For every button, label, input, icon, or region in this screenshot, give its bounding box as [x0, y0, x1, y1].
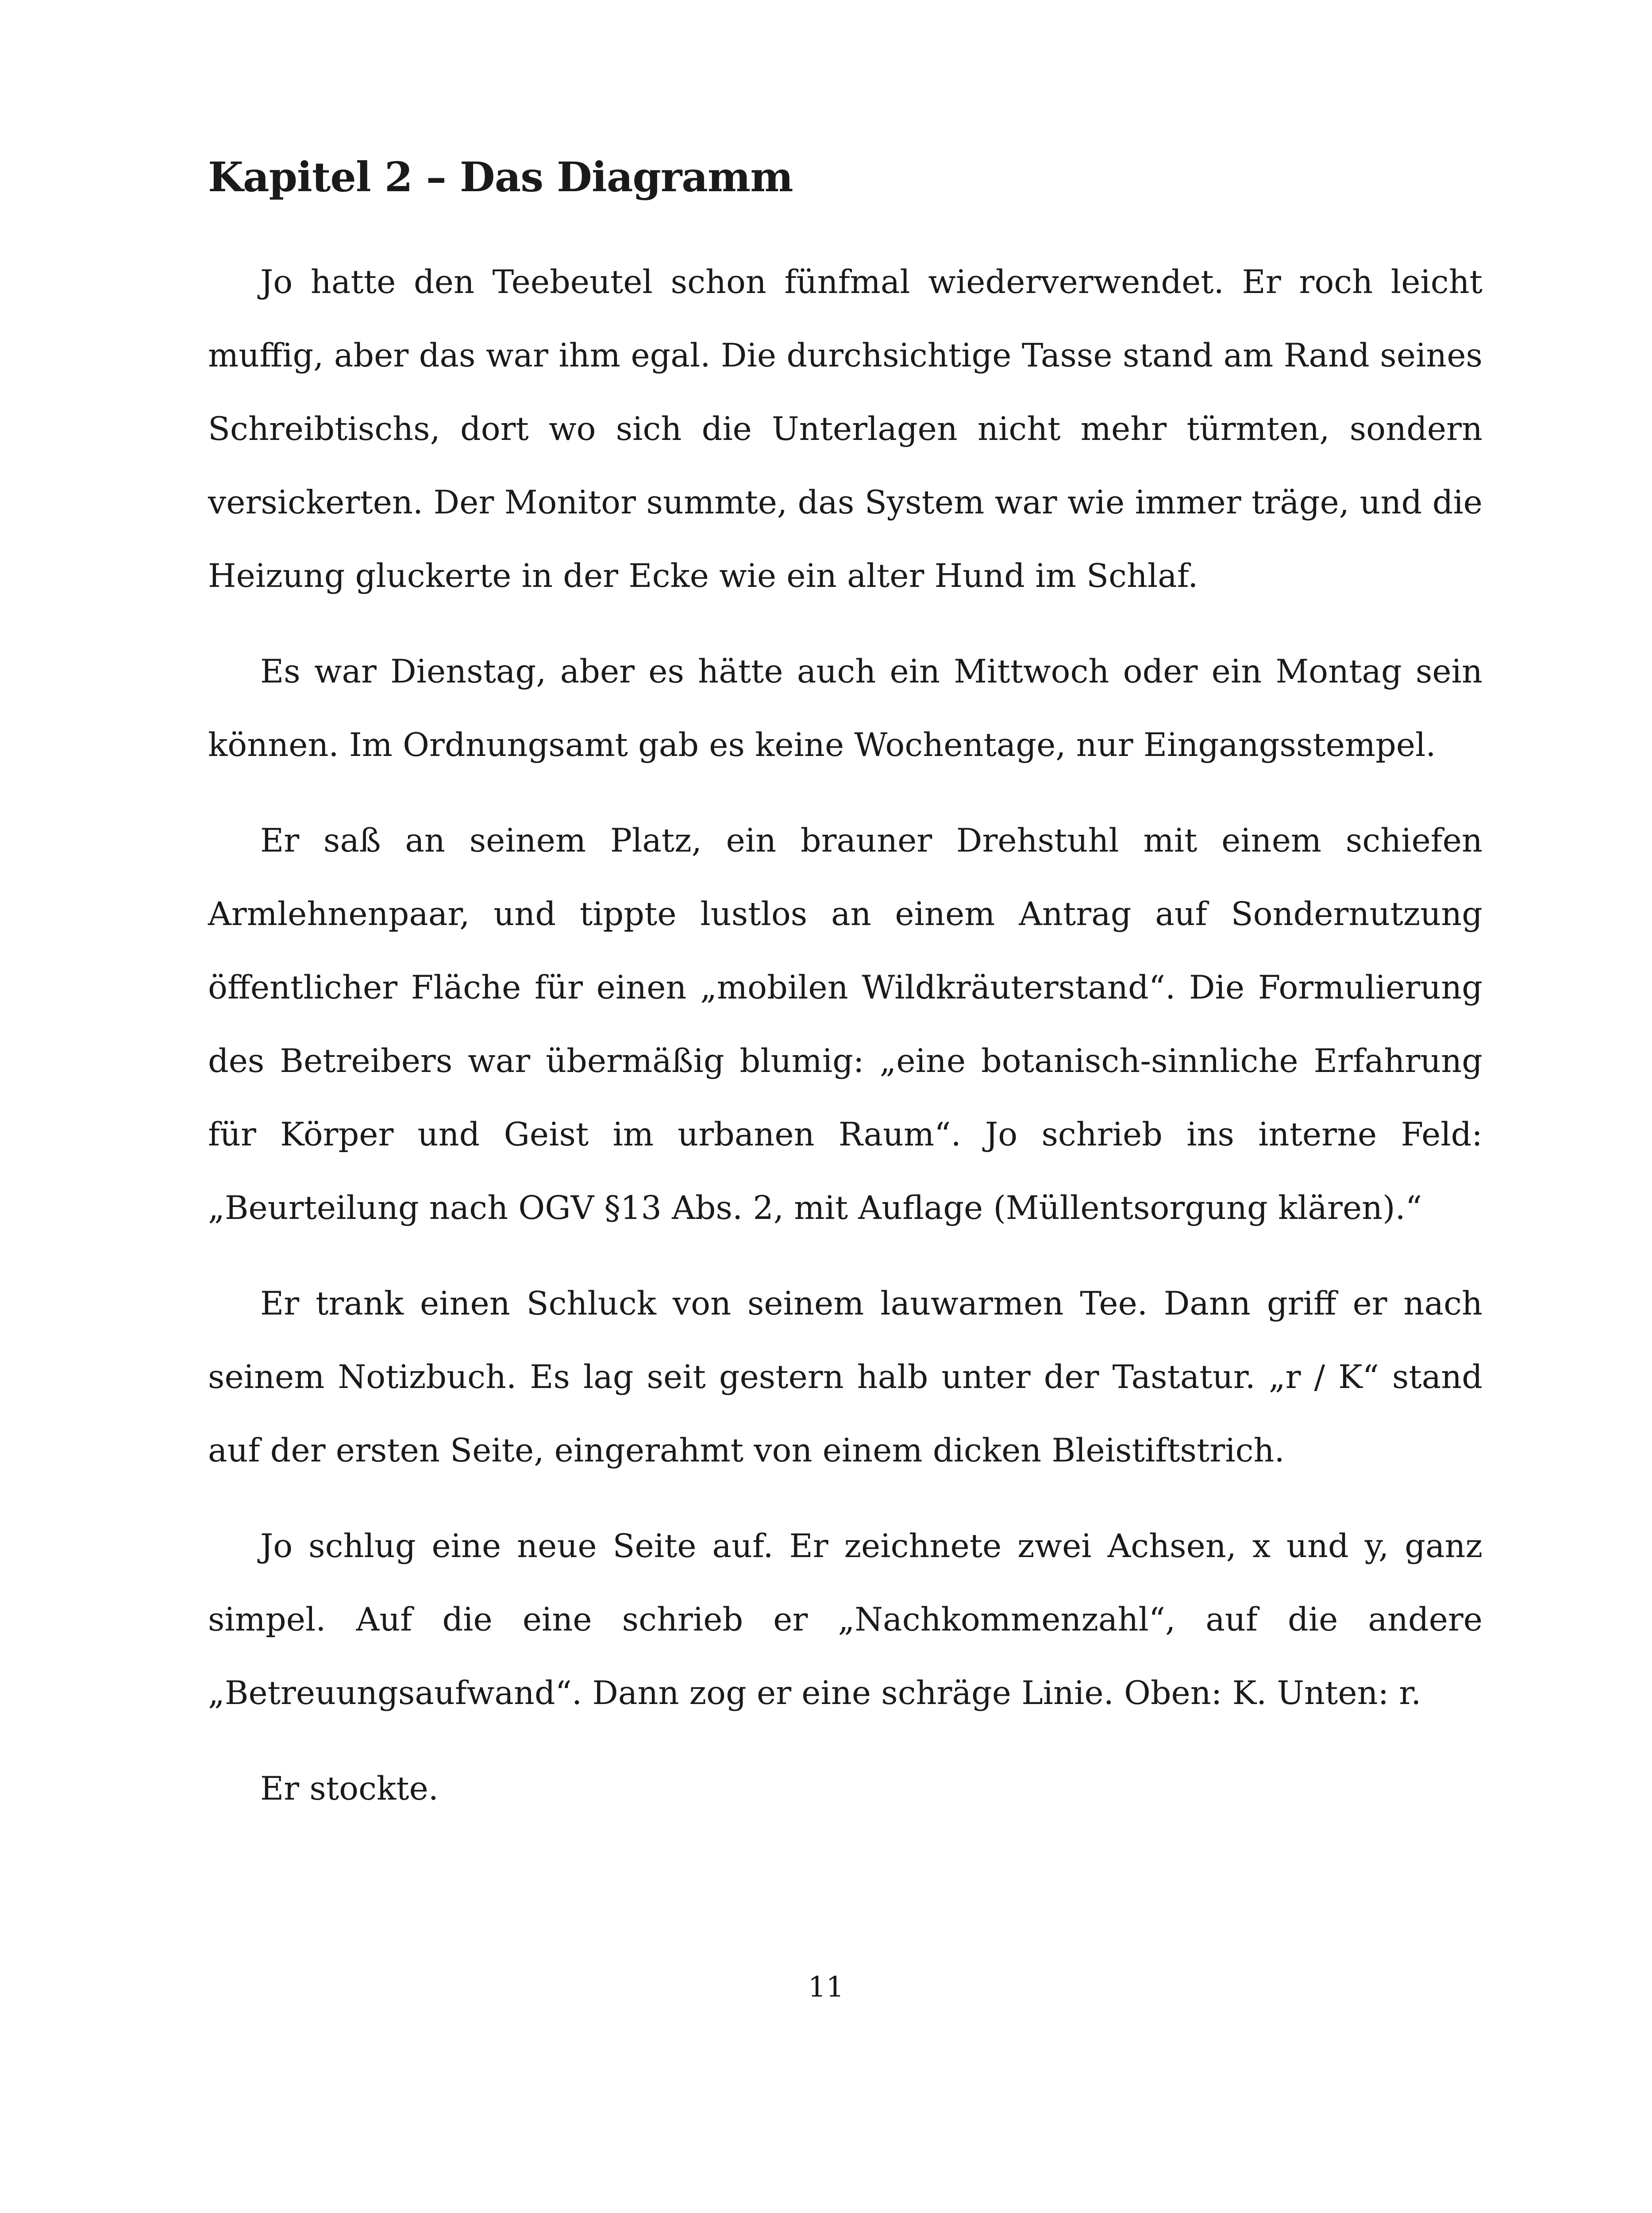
paragraph: Jo hatte den Teebeutel schon fünfmal wiederverwendet. Er roch leicht muffig, aber das war ihm egal. Die durchsichtige Tasse stand am Rand seines Schreibtischs, dort wo sich die Unterlagen nicht mehr türmten, sondern versickerten. Der Monitor summte, das System war wie immer träge, und die Heizung gluckerte in der Ecke wie ein alter Hund im Schlaf. — [208, 263, 1483, 595]
paragraph: Jo schlug eine neue Seite auf. Er zeichnete zwei Achsen, x und y, ganz simpel. Auf die eine schrieb er „Nachkommenzahl“, auf die andere „Betreuungsaufwand“. Dann zog er eine schräge Linie. Oben: K. Unten: r. — [208, 1527, 1483, 1712]
paragraph: Er trank einen Schluck von seinem lauwarmen Tee. Dann griff er nach seinem Notizbuch. Es lag seit gestern halb unter der Tastatur. „r / K“ stand auf der ersten Seite, eingerahmt von einem dicken Bleistiftstrich. — [208, 1285, 1483, 1469]
paragraph: Er stockte. — [260, 1770, 439, 1808]
paragraph: Er saß an seinem Platz, ein brauner Drehstuhl mit einem schiefen Armlehnenpaar, und tippte lustlos an einem Antrag auf Sondernutzung öffentlicher Fläche für einen „mobilen Wildkräuterstand“. Die Formulierung des Betreibers war übermäßig blumig: „eine botanisch-sinnliche Erfahrung für Körper und Geist im urbanen Raum“. Jo schrieb ins interne Feld: „Beurteilung nach OGV §13 Abs. 2, mit Auflage (Müllentsorgung klären).“ — [208, 822, 1483, 1227]
chapter-title: Kapitel 2 – Das Diagramm — [208, 153, 793, 201]
page-number: 11 — [808, 1971, 844, 2004]
page-content — [208, 150, 1483, 1848]
paragraph: Es war Dienstag, aber es hätte auch ein Mittwoch oder ein Montag sein können. Im Ordnungsamt gab es keine Wochentage, nur Eingangsstempel. — [208, 653, 1483, 764]
